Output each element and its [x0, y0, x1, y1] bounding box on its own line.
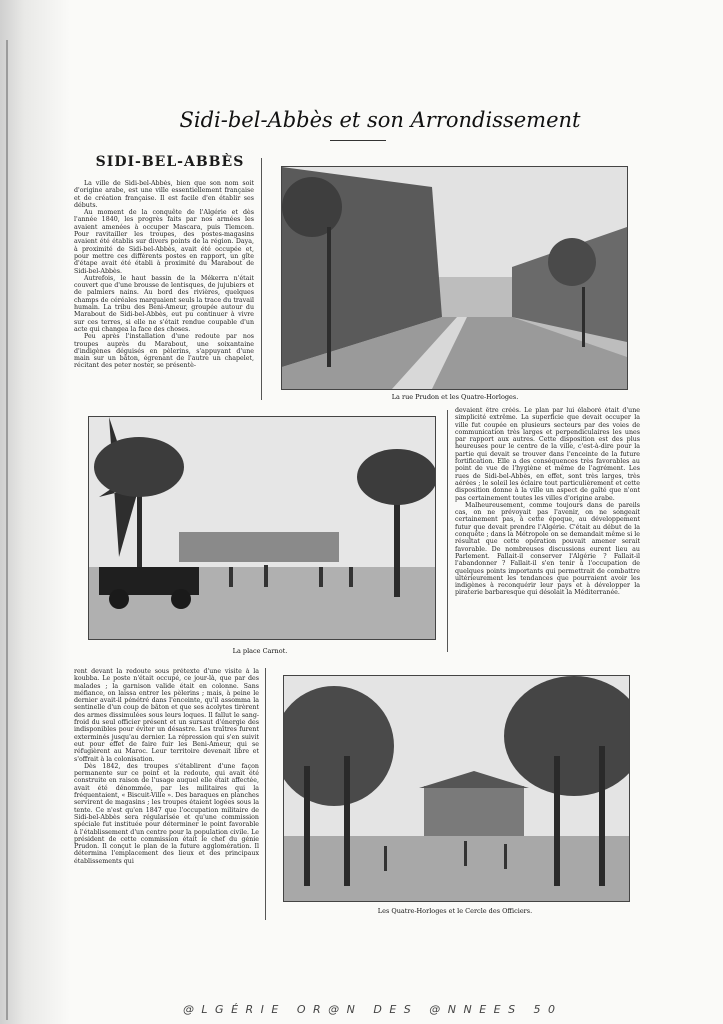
article-column-2 [455, 407, 640, 655]
paragraph: Au moment de la conquête de l'Algérie et dès l'année 1840, les progrès faits par nos armées les avaient amenées à occuper Mascara, puis Tlemcen. Pour ravitailler les troupes, des postes-magasins avaient été établis sur divers points de la région. Daya, à proximité de Sidi-bel-Abbès, avait été occupée et, pour mettre ces différents postes en rapport, un gîte d'étape avait été établi à proximité du Marabout de Sidi-bel-Abbès. [74, 209, 254, 275]
column-divider [261, 158, 262, 400]
column-divider [265, 668, 266, 920]
section-heading: SIDI-BEL-ABBÈS [95, 154, 245, 170]
article-column-1 [74, 180, 254, 402]
paragraph: Peu après l'installation d'une redoute par nos troupes auprès du Marabout, une soixantaine d'indigènes déguisés en pèlerins, s'appuyant d'une main sur un bâton, égrenant de l'autre un chapelet, récitant des peter noster, se présentè- [74, 333, 254, 370]
photo-rue-prudon [281, 166, 628, 390]
article-title: Sidi-bel-Abbès et son Arrondissement [179, 108, 581, 132]
paragraph: Dès 1842, des troupes s'établirent d'une façon permanente sur ce point et la redoute, qui avait été construite en raison de l'usage auquel elle était affectée, avait été dénommée, par les militaires qui la fréquentaient, « Biscuit-Ville ». Des baraques en planches servirent de magasins ; les troupes étaient logées sous la tente. Ce n'est qu'en 1847 que l'occupation militaire de Sidi-bel-Abbès sera régularisée et qu'une commission spéciale fut instituée pour déterminer le point favorable à l'établissement d'un centre pour la population civile. Le président de cette commission était le chef du génie Prudon. Il conçut le plan de la future agglomération. Il détermina l'emplacement des lieux et des principaux établissements qui [74, 762, 259, 865]
photo-quatre-horloges [283, 675, 630, 902]
photo-caption: Les Quatre-Horloges et le Cercle des Officiers. [377, 907, 533, 915]
paragraph: La ville de Sidi-bel-Abbès, bien que son nom soit d'origine arabe, est une ville essentiellement française et de création française. Il est facile d'en établir ses débuts. [74, 180, 254, 209]
page-fold-shadow [0, 0, 70, 1024]
photo-caption: La place Carnot. [232, 647, 288, 655]
article-column-3 [74, 668, 259, 920]
paragraph: Malheureusement, comme toujours dans de pareils cas, on ne prévoyait pas l'avenir, on ne songeait certainement pas, à cette époque, au développement futur que devait prendre l'Algérie. C'était au début de la conquête ; dans la Métropole on se demandait même si le résultat que cette opération pouvait amener serait favorable. De nombreuses discussions eurent lieu au Parlement. Fallait-il conserver l'Algérie ? Fallait-il l'abandonner ? Fallait-il s'en tenir à l'occupation de quelques points importants qui permettrait de combattre ultérieurement les tendances que pourraient avoir les indigènes à reconquérir leur pays et à développer la piraterie barbaresque qui désolait la Méditerranée. [455, 501, 640, 597]
photo-caption: La rue Prudon et les Quatre-Horloges. [391, 393, 519, 401]
paragraph: Autrefois, le haut bassin de la Mékerra n'était couvert que d'une brousse de lentisques, de jujubiers et de palmiers nains. Au bord des rivières, quelques champs de céréales marquaient seuls la trace du travail humain. La tribu des Beni-Ameur, groupée autour du Marabout de Sidi-bel-Abbès, eut pu continuer à vivre sur ces terres, si elle ne s'était rendue coupable d'un acte qui changea la face des choses. [74, 274, 254, 333]
page-footer: @ L G É R I E O R @ N D E S @ N N E E S 5 0 [182, 1003, 558, 1016]
column-divider [447, 410, 448, 652]
photo-place-carnot [88, 416, 436, 640]
title-underline [330, 140, 386, 141]
paragraph: rent devant la redoute sous prétexte d'une visite à la koubba. Le poste n'était occupé, ce jour-là, que par des malades ; la garnison valide était en colonne. Sans méfiance, on laissa entrer les pèlerins ; mais, à peine le dernier avait-il pénétré dans l'enceinte, qu'il assomma la sentinelle d'un coup de bâton et que ses acolytes tirèrent des armes dissimulées sous leurs loques. Il fallut le sang-froid du seul officier présent et un sursaut d'énergie des indisponibles pour éviter un désastre. Les traîtres furent exterminés jusqu'au dernier. La répression qui s'en suivit eut pour effet de faire fuir les Beni-Ameur, qui se réfugièrent au Maroc. Leur territoire devenait libre et s'offrait à la colonisation. [74, 668, 259, 763]
paragraph: devaient être créés. Le plan par lui élaboré était d'une simplicité extrême. La superficie que devait occuper la ville fut coupée en plusieurs secteurs par des voies de communication très larges et perpendiculaires les unes par rapport aux autres. Cette disposition est des plus heureuses pour le centre de la ville, c'est-à-dire pour la partie qui devait se trouver dans l'enceinte de la future fortification. Elle a des conséquences très favorables au point de vue de l'hygiène et même de l'agrément. Les rues de Sidi-bel-Abbès, en effet, sont très larges, très aérées ; le soleil les éclaire tout particulièrement et cette disposition donne à la ville un aspect de gaîté que n'ont pas certainement toutes les villes d'origine arabe. [455, 407, 640, 502]
